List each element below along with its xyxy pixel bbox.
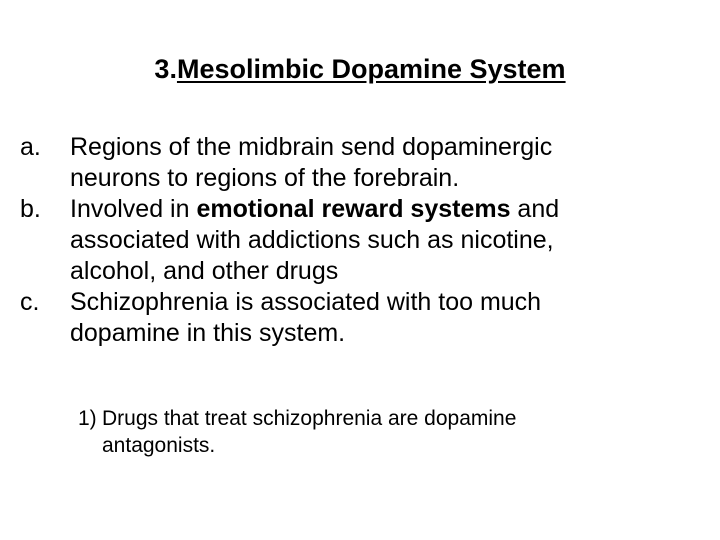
list-marker: b. (20, 195, 41, 223)
slide-title (0, 52, 720, 86)
list-item-a (20, 132, 710, 194)
sub-list (78, 405, 708, 459)
text-segment: Involved in (70, 195, 197, 223)
sub-list-item-text-line: antagonists. (102, 434, 216, 457)
text-segment: and (510, 195, 560, 223)
title-number: 3. (154, 54, 177, 84)
title-text: Mesolimbic Dopamine System (176, 54, 566, 84)
list-item-text-line: alcohol, and other drugs (70, 257, 339, 285)
list-item-b (20, 194, 710, 287)
sub-list-item-text-line: Drugs that treat schizophrenia are dopamine (102, 407, 517, 430)
sub-list-marker: 1) (78, 407, 97, 430)
list-marker: a. (20, 133, 41, 161)
list-item-text-line: Schizophrenia is associated with too much (70, 288, 542, 316)
list-item-text-line: associated with addictions such as nicotine, (70, 226, 554, 254)
sub-list-item-1 (78, 405, 708, 459)
list-item-text-line (70, 194, 710, 225)
bullet-list (20, 132, 710, 349)
list-item-text-line: Regions of the midbrain send dopaminergic (70, 133, 553, 161)
list-item-c (20, 287, 710, 349)
list-item-text-line: neurons to regions of the forebrain. (70, 164, 460, 192)
emphasis-text: emotional reward systems (196, 195, 511, 223)
list-item-text-line: dopamine in this system. (70, 319, 346, 347)
list-marker: c. (20, 288, 40, 316)
